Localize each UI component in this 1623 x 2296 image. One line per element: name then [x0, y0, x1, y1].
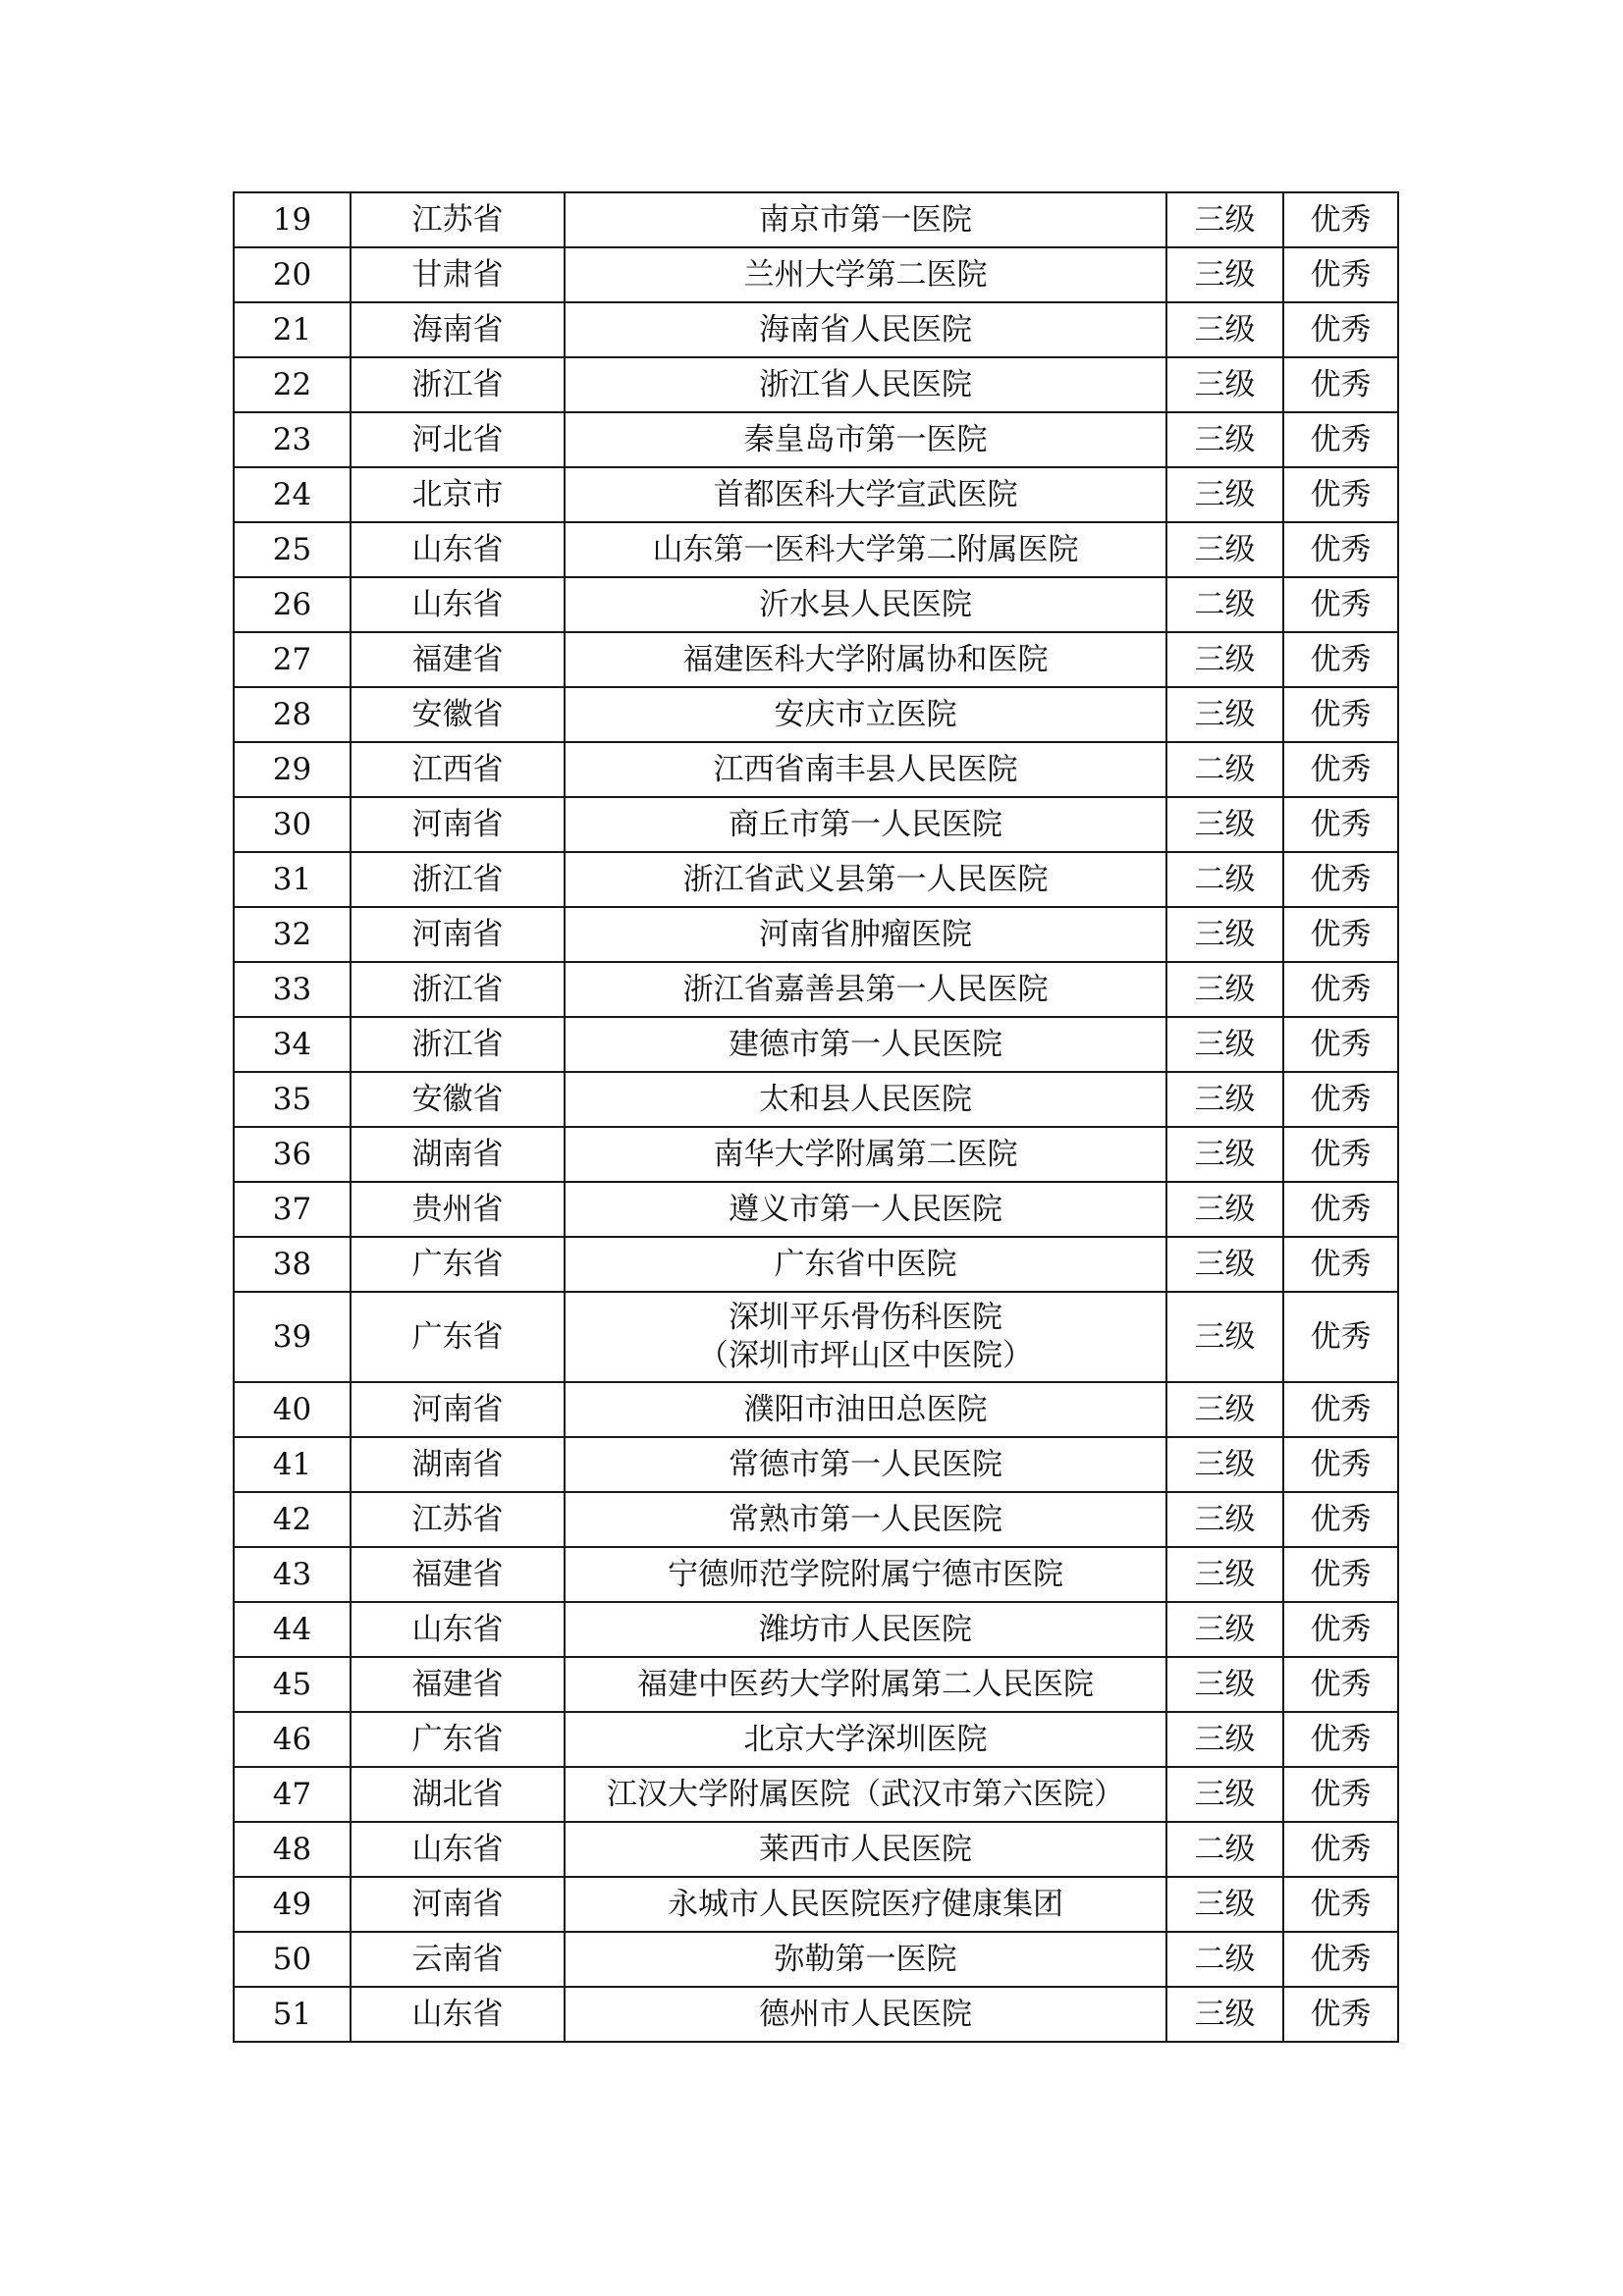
- rating-cell: 优秀: [1283, 962, 1398, 1017]
- row-number: 46: [234, 1712, 351, 1767]
- province-cell: 广东省: [351, 1712, 565, 1767]
- hospital-level-cell: 三级: [1166, 192, 1283, 247]
- hospital-level-cell: 三级: [1166, 797, 1283, 852]
- hospital-name-line: 太和县人民医院: [759, 1081, 972, 1117]
- table-row: [234, 1072, 1398, 1127]
- rating-cell: 优秀: [1283, 687, 1398, 742]
- table-row: [234, 852, 1398, 907]
- province-cell: 海南省: [351, 302, 565, 357]
- hospital-name-cell: [565, 1072, 1166, 1127]
- province-cell: 河南省: [351, 1382, 565, 1437]
- hospital-name-line: 安庆市立医院: [774, 696, 957, 732]
- province-cell: 广东省: [351, 1237, 565, 1292]
- rating-cell: 优秀: [1283, 247, 1398, 302]
- row-number: 27: [234, 632, 351, 687]
- rating-cell: 优秀: [1283, 1437, 1398, 1492]
- hospital-level-cell: 三级: [1166, 1712, 1283, 1767]
- row-number: 43: [234, 1547, 351, 1602]
- table-row: [234, 907, 1398, 962]
- hospital-name-cell: [565, 907, 1166, 962]
- row-number: 25: [234, 522, 351, 577]
- hospital-level-cell: 三级: [1166, 522, 1283, 577]
- hospital-name-cell: [565, 797, 1166, 852]
- province-cell: 湖南省: [351, 1127, 565, 1182]
- rating-cell: 优秀: [1283, 1602, 1398, 1657]
- table-row: [234, 1987, 1398, 2042]
- hospital-name-cell: [565, 1987, 1166, 2042]
- hospital-level-cell: 三级: [1166, 962, 1283, 1017]
- table-row: [234, 302, 1398, 357]
- hospital-level-cell: 三级: [1166, 412, 1283, 467]
- hospital-level-cell: 三级: [1166, 357, 1283, 412]
- rating-cell: 优秀: [1283, 1292, 1398, 1382]
- rating-cell: 优秀: [1283, 1767, 1398, 1822]
- rating-cell: 优秀: [1283, 1987, 1398, 2042]
- row-number: 21: [234, 302, 351, 357]
- hospital-name-cell: [565, 1877, 1166, 1932]
- hospital-level-cell: 二级: [1166, 1932, 1283, 1987]
- hospital-name-cell: [565, 412, 1166, 467]
- table-row: [234, 1182, 1398, 1237]
- rating-cell: 优秀: [1283, 742, 1398, 797]
- row-number: 29: [234, 742, 351, 797]
- province-cell: 广东省: [351, 1292, 565, 1382]
- table-row: [234, 1712, 1398, 1767]
- hospital-name-line: 宁德师范学院附属宁德市医院: [668, 1556, 1063, 1592]
- row-number: 38: [234, 1237, 351, 1292]
- province-cell: 河北省: [351, 412, 565, 467]
- table-row: [234, 1017, 1398, 1072]
- table-row: [234, 1437, 1398, 1492]
- province-cell: 河南省: [351, 1877, 565, 1932]
- row-number: 32: [234, 907, 351, 962]
- province-cell: 山东省: [351, 1822, 565, 1877]
- row-number: 24: [234, 467, 351, 522]
- row-number: 49: [234, 1877, 351, 1932]
- hospital-name-line: 遵义市第一人民医院: [729, 1191, 1002, 1227]
- hospital-level-cell: 三级: [1166, 632, 1283, 687]
- hospital-name-cell: [565, 1712, 1166, 1767]
- table-row: [234, 1547, 1398, 1602]
- rating-cell: 优秀: [1283, 412, 1398, 467]
- province-cell: 浙江省: [351, 852, 565, 907]
- province-cell: 浙江省: [351, 357, 565, 412]
- row-number: 33: [234, 962, 351, 1017]
- table-body: [234, 192, 1398, 2042]
- row-number: 37: [234, 1182, 351, 1237]
- hospital-level-cell: 二级: [1166, 742, 1283, 797]
- hospital-level-cell: 二级: [1166, 577, 1283, 632]
- hospital-name-line: 弥勒第一医院: [774, 1941, 957, 1977]
- table-row: [234, 1822, 1398, 1877]
- rating-cell: 优秀: [1283, 1657, 1398, 1712]
- row-number: 23: [234, 412, 351, 467]
- hospital-name-cell: [565, 1292, 1166, 1382]
- hospital-name-line: 莱西市人民医院: [759, 1831, 972, 1867]
- rating-cell: 优秀: [1283, 302, 1398, 357]
- rating-cell: 优秀: [1283, 797, 1398, 852]
- province-cell: 山东省: [351, 522, 565, 577]
- table-row: [234, 357, 1398, 412]
- rating-cell: 优秀: [1283, 1237, 1398, 1292]
- province-cell: 浙江省: [351, 1017, 565, 1072]
- hospital-level-cell: 三级: [1166, 302, 1283, 357]
- hospital-name-line: （深圳市坪山区中医院）: [698, 1338, 1033, 1373]
- hospital-level-cell: 三级: [1166, 1017, 1283, 1072]
- hospital-name-cell: [565, 522, 1166, 577]
- hospital-name-line: 浙江省嘉善县第一人民医院: [682, 971, 1049, 1007]
- hospital-name-cell: [565, 357, 1166, 412]
- hospital-name-line: 建德市第一人民医院: [729, 1026, 1002, 1062]
- table-row: [234, 192, 1398, 247]
- hospital-level-cell: 三级: [1166, 1877, 1283, 1932]
- row-number: 35: [234, 1072, 351, 1127]
- hospital-name-line: 潍坊市人民医院: [759, 1611, 972, 1647]
- province-cell: 江西省: [351, 742, 565, 797]
- rating-cell: 优秀: [1283, 632, 1398, 687]
- province-cell: 湖南省: [351, 1437, 565, 1492]
- hospital-name-line: 首都医科大学宣武医院: [713, 476, 1018, 512]
- rating-cell: 优秀: [1283, 577, 1398, 632]
- table-row: [234, 1602, 1398, 1657]
- province-cell: 山东省: [351, 1987, 565, 2042]
- hospital-name-cell: [565, 1822, 1166, 1877]
- hospital-level-cell: 三级: [1166, 1127, 1283, 1182]
- hospital-name-cell: [565, 1492, 1166, 1547]
- rating-cell: 优秀: [1283, 1822, 1398, 1877]
- hospital-level-cell: 二级: [1166, 1822, 1283, 1877]
- table-row: [234, 1932, 1398, 1987]
- hospital-level-cell: 三级: [1166, 907, 1283, 962]
- province-cell: 安徽省: [351, 1072, 565, 1127]
- hospital-name-line: 浙江省武义县第一人民医院: [682, 861, 1049, 897]
- rating-cell: 优秀: [1283, 1072, 1398, 1127]
- row-number: 26: [234, 577, 351, 632]
- hospital-level-cell: 三级: [1166, 1492, 1283, 1547]
- hospital-level-cell: 三级: [1166, 1292, 1283, 1382]
- hospital-level-cell: 三级: [1166, 1767, 1283, 1822]
- hospital-name-line: 浙江省人民医院: [759, 366, 972, 402]
- row-number: 51: [234, 1987, 351, 2042]
- row-number: 44: [234, 1602, 351, 1657]
- hospital-name-line: 江汉大学附属医院（武汉市第六医院）: [607, 1776, 1124, 1812]
- table-row: [234, 1767, 1398, 1822]
- rating-cell: 优秀: [1283, 1712, 1398, 1767]
- hospital-level-cell: 三级: [1166, 1382, 1283, 1437]
- hospital-name-cell: [565, 1127, 1166, 1182]
- hospital-name-line: 兰州大学第二医院: [743, 256, 988, 293]
- province-cell: 福建省: [351, 632, 565, 687]
- hospital-name-line: 常德市第一人民医院: [729, 1446, 1002, 1482]
- rating-cell: 优秀: [1283, 357, 1398, 412]
- table-row: [234, 247, 1398, 302]
- hospital-name-cell: [565, 687, 1166, 742]
- table-row: [234, 962, 1398, 1017]
- hospital-name-cell: [565, 577, 1166, 632]
- rating-cell: 优秀: [1283, 1932, 1398, 1987]
- row-number: 34: [234, 1017, 351, 1072]
- row-number: 28: [234, 687, 351, 742]
- hospital-name-cell: [565, 1382, 1166, 1437]
- rating-cell: 优秀: [1283, 852, 1398, 907]
- rating-cell: 优秀: [1283, 1382, 1398, 1437]
- row-number: 45: [234, 1657, 351, 1712]
- row-number: 31: [234, 852, 351, 907]
- hospital-table: [233, 191, 1399, 2043]
- table-row: [234, 797, 1398, 852]
- hospital-name-cell: [565, 467, 1166, 522]
- province-cell: 山东省: [351, 577, 565, 632]
- hospital-name-line: 德州市人民医院: [759, 1996, 972, 2032]
- rating-cell: 优秀: [1283, 467, 1398, 522]
- province-cell: 山东省: [351, 1602, 565, 1657]
- row-number: 50: [234, 1932, 351, 1987]
- row-number: 20: [234, 247, 351, 302]
- province-cell: 安徽省: [351, 687, 565, 742]
- rating-cell: 优秀: [1283, 1547, 1398, 1602]
- rating-cell: 优秀: [1283, 1127, 1398, 1182]
- table-row: [234, 687, 1398, 742]
- hospital-name-cell: [565, 742, 1166, 797]
- province-cell: 河南省: [351, 907, 565, 962]
- hospital-name-cell: [565, 962, 1166, 1017]
- province-cell: 福建省: [351, 1547, 565, 1602]
- province-cell: 甘肃省: [351, 247, 565, 302]
- hospital-name-line: 山东第一医科大学第二附属医院: [652, 531, 1079, 567]
- province-cell: 江苏省: [351, 1492, 565, 1547]
- hospital-level-cell: 三级: [1166, 687, 1283, 742]
- hospital-name-line: 商丘市第一人民医院: [729, 806, 1002, 842]
- table-row: [234, 1127, 1398, 1182]
- hospital-name-line: 南华大学附属第二医院: [713, 1136, 1018, 1172]
- table-row: [234, 1237, 1398, 1292]
- hospital-name-line: 秦皇岛市第一医院: [743, 421, 988, 457]
- hospital-name-cell: [565, 1237, 1166, 1292]
- row-number: 42: [234, 1492, 351, 1547]
- hospital-level-cell: 三级: [1166, 1602, 1283, 1657]
- hospital-name-line: 福建中医药大学附属第二人民医院: [637, 1666, 1094, 1702]
- hospital-name-cell: [565, 302, 1166, 357]
- hospital-name-cell: [565, 1437, 1166, 1492]
- table-row: [234, 467, 1398, 522]
- row-number: 19: [234, 192, 351, 247]
- province-cell: 贵州省: [351, 1182, 565, 1237]
- hospital-name-line: 永城市人民医院医疗健康集团: [668, 1886, 1063, 1922]
- hospital-level-cell: 三级: [1166, 467, 1283, 522]
- hospital-level-cell: 三级: [1166, 1437, 1283, 1492]
- hospital-level-cell: 三级: [1166, 1182, 1283, 1237]
- row-number: 30: [234, 797, 351, 852]
- rating-cell: 优秀: [1283, 1877, 1398, 1932]
- hospital-name-line: 濮阳市油田总医院: [743, 1391, 988, 1427]
- row-number: 48: [234, 1822, 351, 1877]
- hospital-level-cell: 三级: [1166, 1657, 1283, 1712]
- hospital-name-cell: [565, 1017, 1166, 1072]
- hospital-name-line: 广东省中医院: [774, 1246, 957, 1282]
- row-number: 22: [234, 357, 351, 412]
- hospital-name-line: 南京市第一医院: [759, 201, 972, 238]
- hospital-name-line: 北京大学深圳医院: [743, 1721, 988, 1757]
- hospital-name-cell: [565, 1182, 1166, 1237]
- table-row: [234, 742, 1398, 797]
- hospital-name-cell: [565, 632, 1166, 687]
- hospital-name-cell: [565, 1602, 1166, 1657]
- hospital-name-cell: [565, 1657, 1166, 1712]
- hospital-name-line: 海南省人民医院: [759, 311, 972, 347]
- hospital-name-line: 深圳平乐骨伤科医院: [729, 1300, 1002, 1336]
- province-cell: 江苏省: [351, 192, 565, 247]
- province-cell: 湖北省: [351, 1767, 565, 1822]
- rating-cell: 优秀: [1283, 192, 1398, 247]
- row-number: 40: [234, 1382, 351, 1437]
- row-number: 41: [234, 1437, 351, 1492]
- hospital-level-cell: 三级: [1166, 1072, 1283, 1127]
- hospital-level-cell: 三级: [1166, 1237, 1283, 1292]
- province-cell: 河南省: [351, 797, 565, 852]
- hospital-name-cell: [565, 247, 1166, 302]
- hospital-level-cell: 二级: [1166, 852, 1283, 907]
- hospital-name-line: 福建医科大学附属协和医院: [682, 641, 1049, 677]
- hospital-name-line: 河南省肿瘤医院: [759, 916, 972, 952]
- hospital-level-cell: 三级: [1166, 1547, 1283, 1602]
- hospital-name-cell: [565, 852, 1166, 907]
- hospital-name-line: 常熟市第一人民医院: [729, 1501, 1002, 1537]
- province-cell: 浙江省: [351, 962, 565, 1017]
- table-row: [234, 1292, 1398, 1382]
- hospital-name-cell: [565, 1547, 1166, 1602]
- table-row: [234, 1877, 1398, 1932]
- province-cell: 北京市: [351, 467, 565, 522]
- hospital-level-cell: 三级: [1166, 247, 1283, 302]
- hospital-name-cell: [565, 1767, 1166, 1822]
- rating-cell: 优秀: [1283, 907, 1398, 962]
- row-number: 47: [234, 1767, 351, 1822]
- table-row: [234, 632, 1398, 687]
- row-number: 36: [234, 1127, 351, 1182]
- table-row: [234, 412, 1398, 467]
- hospital-level-cell: 三级: [1166, 1987, 1283, 2042]
- province-cell: 福建省: [351, 1657, 565, 1712]
- table-row: [234, 1657, 1398, 1712]
- table-row: [234, 522, 1398, 577]
- hospital-name-line: 沂水县人民医院: [759, 586, 972, 622]
- table-row: [234, 1382, 1398, 1437]
- rating-cell: 优秀: [1283, 1492, 1398, 1547]
- rating-cell: 优秀: [1283, 522, 1398, 577]
- rating-cell: 优秀: [1283, 1182, 1398, 1237]
- hospital-name-cell: [565, 1932, 1166, 1987]
- table-row: [234, 577, 1398, 632]
- row-number: 39: [234, 1292, 351, 1382]
- hospital-name-cell: [565, 192, 1166, 247]
- hospital-name-line: 江西省南丰县人民医院: [713, 751, 1018, 787]
- rating-cell: 优秀: [1283, 1017, 1398, 1072]
- province-cell: 云南省: [351, 1932, 565, 1987]
- table-row: [234, 1492, 1398, 1547]
